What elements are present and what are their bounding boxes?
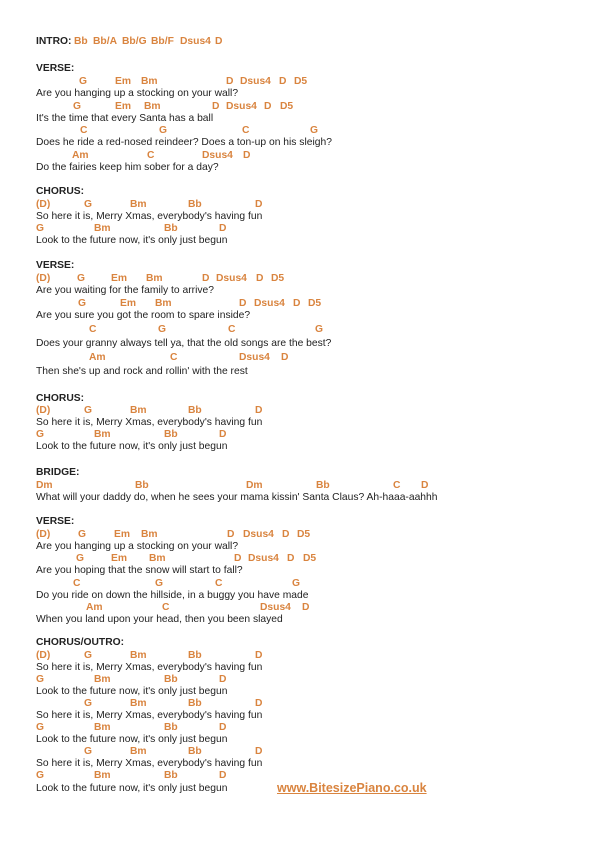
lyric-line: Does he ride a red-nosed reindeer? Does a ton-up on his sleigh? — [36, 137, 332, 148]
lyric-line: Are you sure you got the room to spare inside? — [36, 310, 251, 321]
lyric-line: Are you hanging up a stocking on your wall? — [36, 88, 239, 99]
intro-chord: D — [215, 36, 223, 47]
section-label-verse: VERSE: — [36, 516, 75, 527]
chord: G — [84, 650, 93, 661]
chord: D — [219, 223, 227, 234]
chord: Bm — [130, 746, 147, 757]
chord: Dsus4 — [243, 529, 274, 540]
chord: Bm — [149, 553, 166, 564]
intro-chord: Bb — [74, 36, 88, 47]
chord: (D) — [36, 405, 51, 416]
chord: G — [76, 553, 85, 564]
chord: Bb — [164, 722, 178, 733]
lyric-line: What will your daddy do, when he sees your mama kissin' Santa Claus? Ah-haaa-aahhh — [36, 492, 438, 503]
chord: G — [84, 746, 93, 757]
chord: Bb — [316, 480, 330, 491]
intro-chord: Bb/F — [151, 36, 174, 47]
chord: Bm — [130, 199, 147, 210]
chord: G — [36, 429, 45, 440]
chord: Bm — [94, 674, 111, 685]
lyric-line: Do the fairies keep him sober for a day? — [36, 162, 219, 173]
chord: D — [421, 480, 429, 491]
chord: G — [315, 324, 324, 335]
chord: G — [36, 223, 45, 234]
chord: D — [219, 722, 227, 733]
chord: Em — [120, 298, 137, 309]
chord: Bm — [94, 722, 111, 733]
chord: Bb — [164, 429, 178, 440]
chord: G — [78, 298, 87, 309]
lyric-line: So here it is, Merry Xmas, everybody's having fun — [36, 662, 263, 673]
chord: D — [234, 553, 242, 564]
chord: D5 — [308, 298, 322, 309]
chord: Dm — [246, 480, 263, 491]
chord: G — [78, 529, 87, 540]
chord: C — [228, 324, 236, 335]
chord: D — [255, 199, 263, 210]
chord: Am — [72, 150, 89, 161]
chord: Bb — [188, 746, 202, 757]
chord: Dsus4 — [202, 150, 233, 161]
chord: G — [36, 674, 45, 685]
lyric-line: Are you hoping that the snow will start to fall? — [36, 565, 243, 576]
chord: D — [212, 101, 220, 112]
section-label-chorus-outro: CHORUS/OUTRO: — [36, 637, 125, 648]
chord: Dsus4 — [216, 273, 247, 284]
chord: Dsus4 — [260, 602, 291, 613]
chord: D — [255, 698, 263, 709]
lyric-line: So here it is, Merry Xmas, everybody's having fun — [36, 417, 263, 428]
chord: Bm — [94, 770, 111, 781]
chord: (D) — [36, 199, 51, 210]
chord: D — [302, 602, 310, 613]
chord: C — [215, 578, 223, 589]
chord: D — [255, 650, 263, 661]
intro-chord: Bb/A — [93, 36, 118, 47]
chord: D — [255, 405, 263, 416]
chord: Bb — [188, 650, 202, 661]
chord: Bb — [188, 698, 202, 709]
chord: Bb — [188, 405, 202, 416]
chord: Bb — [135, 480, 149, 491]
chord: D5 — [297, 529, 311, 540]
lyric-line: Look to the future now, it's only just begun — [36, 734, 228, 745]
chord: Dsus4 — [239, 352, 270, 363]
section-label-chorus: CHORUS: — [36, 186, 85, 197]
lyric-line: Are you waiting for the family to arrive? — [36, 285, 214, 296]
chord: Bm — [94, 223, 111, 234]
bitesize-piano-link[interactable]: www.BitesizePiano.co.uk — [277, 781, 427, 795]
chord: D — [219, 770, 227, 781]
chord: Bm — [146, 273, 163, 284]
chord: C — [170, 352, 178, 363]
chord: (D) — [36, 273, 51, 284]
chord: D5 — [280, 101, 294, 112]
lyric-line: So here it is, Merry Xmas, everybody's having fun — [36, 710, 263, 721]
chord: D — [287, 553, 295, 564]
lyric-line: Do you ride on down the hillside, in a buggy you have made — [36, 590, 309, 601]
chord: G — [155, 578, 164, 589]
lyric-line: Look to the future now, it's only just begun — [36, 783, 228, 794]
chord: D5 — [294, 76, 308, 87]
chord: C — [393, 480, 401, 491]
chord: D — [293, 298, 301, 309]
section-label-verse: VERSE: — [36, 260, 75, 271]
chord: G — [158, 324, 167, 335]
chord: Dm — [36, 480, 53, 491]
chord: D — [219, 429, 227, 440]
chord: C — [80, 125, 88, 136]
chord: D5 — [271, 273, 285, 284]
chord: D — [227, 529, 235, 540]
chord: Bb — [164, 674, 178, 685]
chord: G — [36, 770, 45, 781]
chord: Bm — [130, 698, 147, 709]
intro-chord: Dsus4 — [180, 36, 211, 47]
chord: D — [281, 352, 289, 363]
chord: D — [202, 273, 210, 284]
chord: Bb — [164, 223, 178, 234]
chord: G — [159, 125, 168, 136]
lyric-line: Look to the future now, it's only just begun — [36, 441, 228, 452]
lyric-line: Then she's up and rock and rollin' with the rest — [36, 366, 248, 377]
chord: Em — [115, 101, 132, 112]
lyric-line: So here it is, Merry Xmas, everybody's having fun — [36, 758, 263, 769]
section-label-chorus: CHORUS: — [36, 393, 85, 404]
chord: G — [292, 578, 301, 589]
chord: D — [282, 529, 290, 540]
chord: G — [84, 199, 93, 210]
chord: Am — [89, 352, 106, 363]
chord: Bm — [141, 529, 158, 540]
chord: C — [162, 602, 170, 613]
chord: Bm — [141, 76, 158, 87]
chord: G — [79, 76, 88, 87]
lyric-line: So here it is, Merry Xmas, everybody's having fun — [36, 211, 263, 222]
chord: G — [84, 698, 93, 709]
intro-chord: Bb/G — [122, 36, 147, 47]
chord: C — [73, 578, 81, 589]
lyric-line: Does your granny always tell ya, that the old songs are the best? — [36, 338, 332, 349]
chord: C — [89, 324, 97, 335]
chord: Dsus4 — [226, 101, 257, 112]
chord: D — [239, 298, 247, 309]
chord: Em — [111, 273, 128, 284]
chord: G — [310, 125, 319, 136]
chord: D — [256, 273, 264, 284]
chord: Bm — [155, 298, 172, 309]
chord: Em — [115, 76, 132, 87]
lyric-line: Look to the future now, it's only just begun — [36, 686, 228, 697]
section-label-verse: VERSE: — [36, 63, 75, 74]
lyric-line: When you land upon your head, then you been slayed — [36, 614, 283, 625]
chord: G — [36, 722, 45, 733]
chord: D5 — [303, 553, 317, 564]
section-label-bridge: BRIDGE: — [36, 467, 80, 478]
chord: Bb — [164, 770, 178, 781]
chord: D — [226, 76, 234, 87]
chord: G — [84, 405, 93, 416]
chord: Bm — [94, 429, 111, 440]
lyric-line: It's the time that every Santa has a ball — [36, 113, 214, 124]
chord: (D) — [36, 650, 51, 661]
chord: Bm — [144, 101, 161, 112]
chord: D — [243, 150, 251, 161]
chord: G — [77, 273, 86, 284]
chord: Dsus4 — [248, 553, 279, 564]
chord: Dsus4 — [240, 76, 271, 87]
chord: Bm — [130, 405, 147, 416]
lyric-line: Look to the future now, it's only just begun — [36, 235, 228, 246]
chord: (D) — [36, 529, 51, 540]
chord: C — [242, 125, 250, 136]
chord: D — [264, 101, 272, 112]
chord: Bb — [188, 199, 202, 210]
chord: G — [73, 101, 82, 112]
chord: Am — [86, 602, 103, 613]
chord: D — [279, 76, 287, 87]
lyric-line: Are you hanging up a stocking on your wall? — [36, 541, 239, 552]
chord: Em — [114, 529, 131, 540]
chord: C — [147, 150, 155, 161]
chord: D — [219, 674, 227, 685]
chord: Em — [111, 553, 128, 564]
chord: Bm — [130, 650, 147, 661]
chord: Dsus4 — [254, 298, 285, 309]
chord: D — [255, 746, 263, 757]
intro-label: INTRO: — [36, 36, 72, 47]
